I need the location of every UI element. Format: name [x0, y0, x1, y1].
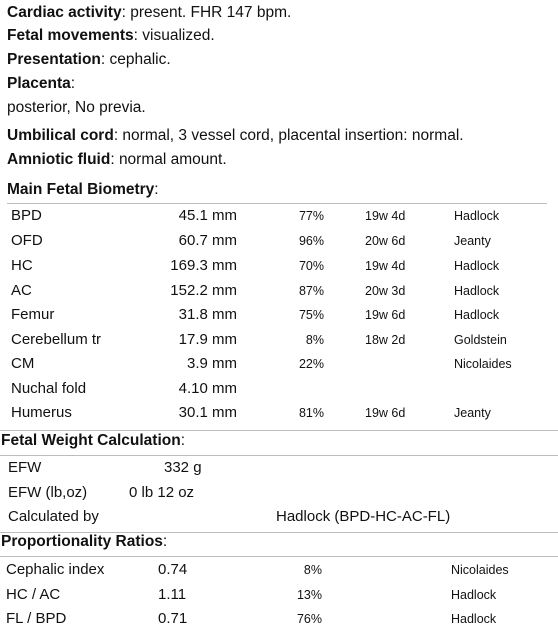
biometry-percentile: 8%: [305, 333, 324, 347]
weight-row-name: Calculated by: [8, 508, 99, 525]
finding-placenta-detail: posterior, No previa.: [7, 99, 146, 116]
biometry-percentile: 81%: [298, 406, 324, 420]
ratio-percentile: 76%: [296, 612, 322, 626]
ratios-divider: [0, 556, 558, 557]
ratio-row: [0, 586, 558, 610]
ratio-row: [0, 561, 558, 585]
biometry-author: Hadlock: [454, 284, 500, 298]
weight-divider: [0, 455, 558, 456]
biometry-name: Nuchal fold: [11, 380, 87, 397]
biometry-gestational-age: 19w 4d: [365, 259, 406, 273]
biometry-row: [0, 380, 558, 404]
ratio-name: Cephalic index: [6, 561, 105, 578]
weight-row-calculated-by: [0, 508, 558, 532]
biometry-row: [0, 331, 558, 355]
biometry-percentile: 70%: [298, 259, 324, 273]
weight-row-name: EFW: [8, 459, 42, 476]
biometry-value: 30.1 mm: [178, 404, 237, 421]
weight-row-value: Hadlock (BPD-HC-AC-FL): [276, 508, 451, 525]
weight-top-divider: [0, 430, 558, 431]
biometry-value: 3.9 mm: [186, 355, 237, 372]
biometry-row: [0, 306, 558, 330]
biometry-author: Goldstein: [454, 333, 507, 347]
biometry-percentile: 22%: [298, 357, 324, 371]
finding-amniotic-fluid: Amniotic fluid: normal amount.: [7, 151, 227, 168]
biometry-divider: [7, 203, 547, 204]
biometry-row: [0, 207, 558, 231]
ratio-percentile: 8%: [303, 563, 322, 577]
biometry-value: 45.1 mm: [178, 207, 237, 224]
weight-row-efw: [0, 459, 558, 483]
ratio-row: [0, 610, 558, 634]
biometry-name: BPD: [11, 207, 42, 224]
biometry-gestational-age: 19w 6d: [365, 406, 406, 420]
finding-cardiac-activity: Cardiac activity: present. FHR 147 bpm.: [7, 4, 292, 21]
biometry-title: Main Fetal Biometry:: [7, 181, 159, 198]
ratio-percentile: 13%: [296, 588, 322, 602]
finding-presentation: Presentation: cephalic.: [7, 51, 171, 68]
biometry-value: 17.9 mm: [178, 331, 237, 348]
finding-fetal-movements: Fetal movements: visualized.: [7, 27, 215, 44]
weight-row-efw-lb: [0, 484, 558, 508]
biometry-name: Femur: [11, 306, 55, 323]
biometry-row: [0, 282, 558, 306]
ratios-title: Proportionality Ratios:: [1, 533, 168, 550]
biometry-value: 31.8 mm: [178, 306, 237, 323]
biometry-author: Hadlock: [454, 259, 500, 273]
biometry-name: OFD: [11, 232, 43, 249]
ratio-name: HC / AC: [6, 586, 61, 603]
biometry-name: Humerus: [11, 404, 72, 421]
biometry-value: 169.3 mm: [170, 257, 237, 274]
ratio-value: 0.74: [158, 561, 188, 578]
biometry-gestational-age: 20w 3d: [365, 284, 406, 298]
biometry-percentile: 77%: [298, 209, 324, 223]
biometry-name: AC: [11, 282, 32, 299]
ratio-author: Hadlock: [451, 588, 497, 602]
weight-title: Fetal Weight Calculation:: [1, 432, 186, 449]
finding-placenta: Placenta:: [7, 75, 76, 92]
biometry-value: 4.10 mm: [178, 380, 237, 397]
biometry-author: Jeanty: [454, 406, 491, 420]
biometry-gestational-age: 18w 2d: [365, 333, 406, 347]
weight-row-value: 332 g: [164, 459, 202, 476]
biometry-name: HC: [11, 257, 33, 274]
biometry-row: [0, 355, 558, 379]
biometry-percentile: 96%: [298, 234, 324, 248]
biometry-author: Jeanty: [454, 234, 491, 248]
biometry-row: [0, 404, 558, 428]
biometry-gestational-age: 19w 4d: [365, 209, 406, 223]
ratio-author: Hadlock: [451, 612, 497, 626]
weight-row-value: 0 lb 12 oz: [129, 484, 195, 501]
biometry-author: Nicolaides: [454, 357, 512, 371]
biometry-gestational-age: 20w 6d: [365, 234, 406, 248]
biometry-percentile: 87%: [298, 284, 324, 298]
biometry-percentile: 75%: [298, 308, 324, 322]
biometry-author: Hadlock: [454, 209, 500, 223]
ratio-name: FL / BPD: [6, 610, 67, 627]
biometry-value: 152.2 mm: [170, 282, 237, 299]
biometry-row: [0, 257, 558, 281]
biometry-name: CM: [11, 355, 35, 372]
ratio-value: 0.71: [158, 610, 188, 627]
ratio-author: Nicolaides: [451, 563, 509, 577]
biometry-gestational-age: 19w 6d: [365, 308, 406, 322]
ratio-value: 1.11: [158, 586, 187, 603]
biometry-value: 60.7 mm: [178, 232, 237, 249]
biometry-author: Hadlock: [454, 308, 500, 322]
finding-umbilical-cord: Umbilical cord: normal, 3 vessel cord, placental insertion: normal.: [7, 127, 464, 144]
biometry-row: [0, 232, 558, 256]
biometry-name: Cerebellum tr: [11, 331, 102, 348]
weight-row-name: EFW (lb,oz): [8, 484, 88, 501]
